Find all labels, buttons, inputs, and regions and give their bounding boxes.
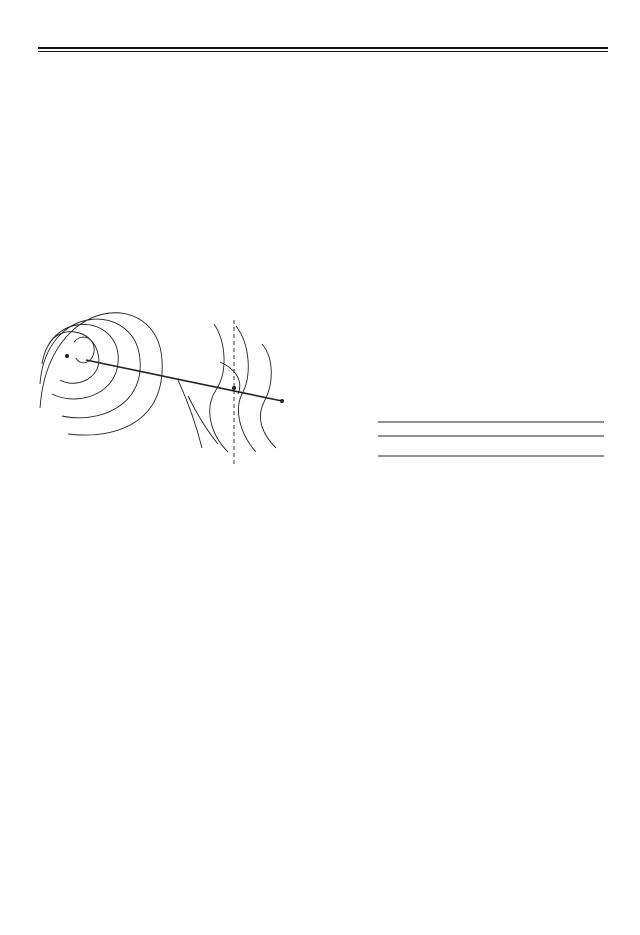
contour-line: [74, 337, 94, 363]
map-point-d-marker: [280, 399, 284, 403]
contour-line: [260, 344, 276, 448]
figure-profile-from-contour-map: [38, 284, 610, 464]
contour-line: [40, 313, 162, 435]
contour-map: [40, 313, 282, 464]
contour-line: [42, 324, 118, 399]
map-point-c-marker: [232, 386, 236, 390]
running-head: [38, 28, 608, 48]
header-rule-thin: [38, 51, 608, 52]
map-point-a-marker: [65, 354, 69, 358]
contour-line: [236, 326, 256, 452]
contour-line: [188, 396, 218, 444]
header-rule: [38, 47, 608, 49]
contour-line: [178, 380, 202, 448]
profile-drawing: [378, 422, 604, 456]
equation-10-36: [38, 738, 608, 756]
